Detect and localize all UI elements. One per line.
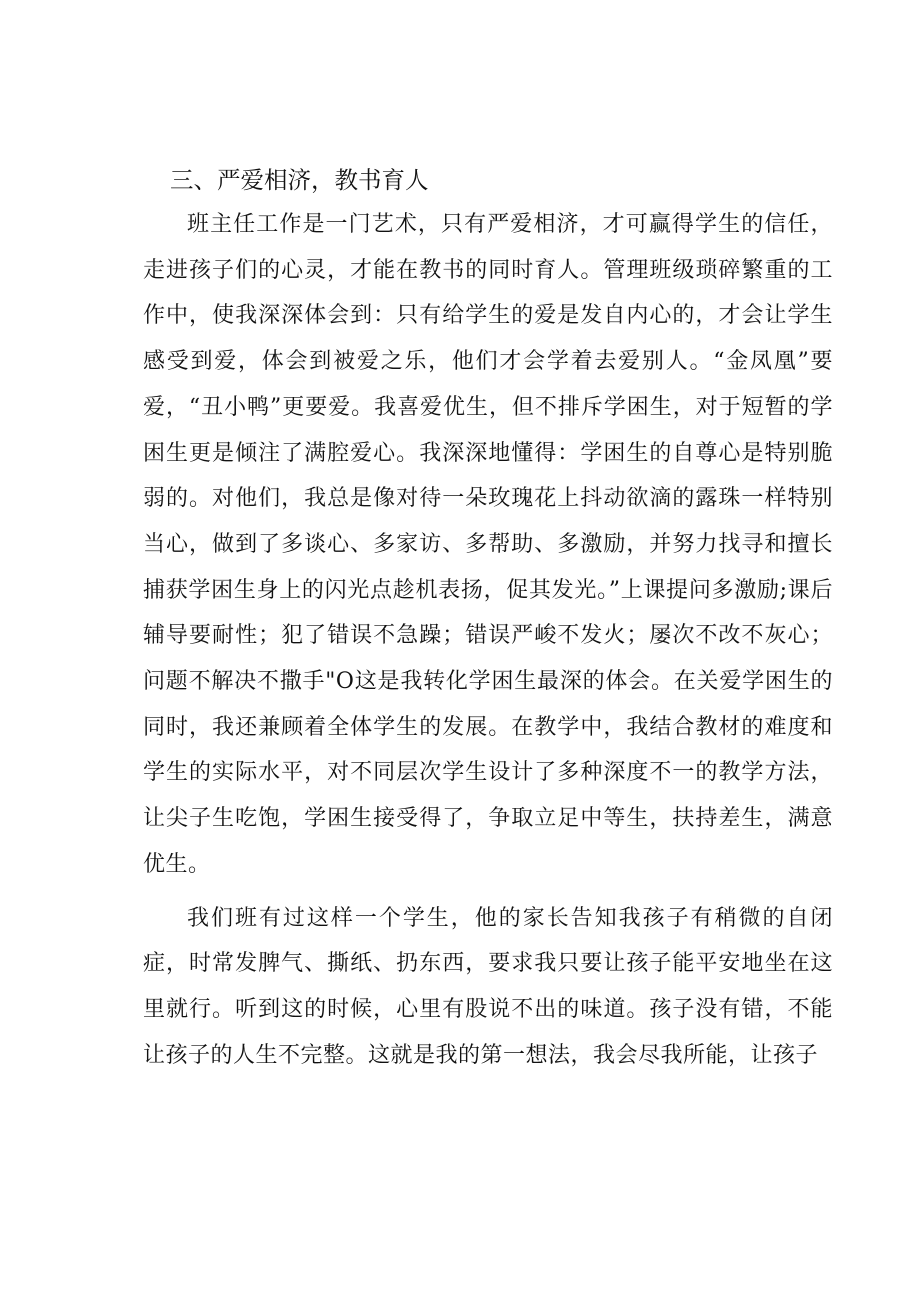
document-body: [143, 158, 833, 1078]
paragraph: 班主任工作是一门艺术，只有严爱相济，才可赢得学生的信任，走进孩子们的心灵，才能在教书的同时育人。管理班级琐碎繁重的工作中，使我深深体会到：只有给学生的爱是发自内心的，才会让学生感受到爱，体会到被爱之乐，他们才会学着去爱别人。“金凤凰”要爱，“丑小鸭”更要爱。我喜爱优生，但不排斥学困生，对于短暂的学困生更是倾注了满腔爱心。我深深地懂得：学困生的自尊心是特别脆弱的。对他们，我总是像对待一朵玫瑰花上抖动欲滴的露珠一样特别当心，做到了多谈心、多家访、多帮助、多激励，并努力找寻和擅长捕获学困生身上的闪光点趁机表扬，促其发光。”上课提问多激励;课后辅导要耐性；犯了错误不急躁；错误严峻不发火；屡次不改不灰心；问题不解决不撒手"O这是我转化学困生最深的体会。在关爱学困生的同时，我还兼顾着全体学生的发展。在教学中，我结合教材的难度和学生的实际水平，对不同层次学生设计了多种深度不一的教学方法，让尖子生吃饱，学困生接受得了，争取立足中等生，扶持差生，满意优生。: [143, 212, 833, 877]
paragraph: 我们班有过这样一个学生，他的家长告知我孩子有稍微的自闭症，时常发脾气、撕纸、扔东西，要求我只要让孩子能平安地坐在这里就行。听到这的时候，心里有股说不出的味道。孩子没有错，不能让孩子的人生不完整。这就是我的第一想法，我会尽我所能，让孩子: [143, 905, 833, 1068]
section-heading: 三、严爱相济，教书育人: [170, 166, 429, 194]
